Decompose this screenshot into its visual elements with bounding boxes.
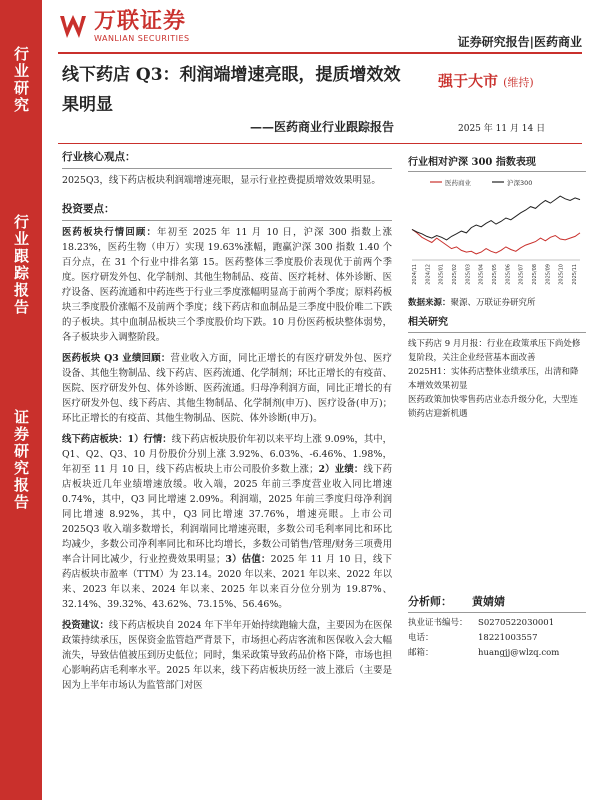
email-address[interactable]: huangjj@wlzq.com	[478, 648, 560, 658]
top-divider	[58, 52, 582, 54]
related-research-item[interactable]: 线下药店 9 月月报：行业在政策承压下尚处修复阶段，关注企业经营基本面改善	[408, 339, 581, 363]
chart-x-tick-label: 2025/02	[452, 264, 458, 285]
market-review-heading: 医药板块行情回顾：	[62, 227, 158, 238]
pharmacy-market-subheading: 1）行情：	[127, 434, 172, 445]
chart-x-tick-label: 2025/08	[532, 264, 538, 285]
chart-x-tick-label: 2025/06	[505, 264, 512, 285]
header-category: 证券研究报告|医药商业	[457, 35, 582, 49]
investment-points-title: 投资要点：	[62, 203, 115, 215]
relative-performance-chart	[408, 153, 586, 308]
related-research-title: 相关研究	[408, 316, 586, 333]
core-view-title: 行业核心观点：	[62, 151, 136, 163]
chart-source	[408, 296, 586, 308]
cert-label: 执业证书编号：	[408, 618, 468, 628]
chart-source-label: 数据来源：	[408, 298, 451, 308]
sidebar-label-securities-report: 证券研究报告	[12, 409, 30, 511]
chart-x-tick-label: 2025/09	[545, 264, 552, 285]
chart-title: 行业相对沪深 300 指数表现	[408, 153, 586, 172]
chart-x-tick-label: 2025/05	[492, 264, 498, 285]
cert-number: S0270522030001	[478, 618, 555, 628]
report-subtitle: ——医药商业行业跟踪报告	[250, 120, 395, 134]
company-logo	[58, 10, 190, 44]
chart-series-line-0	[412, 229, 580, 254]
chart-x-tick-label: 2025/03	[465, 264, 472, 285]
section-divider	[62, 168, 392, 169]
wanlian-logo-icon	[58, 12, 88, 42]
analyst-divider	[408, 612, 586, 613]
chart-x-tick-label: 2025/11	[572, 264, 578, 285]
chart-x-tick-label: 2025/10	[558, 264, 565, 285]
pharmacy-market-text: 线下药店板块股价年初以来平均上涨 9.09%，其中，Q1、Q2、Q3、10 月份股价分别上涨 3.92%、6.03%、-6.46%、1.98%，年初至 11 月 10 日，线下药店板块上市公司股价多数上涨；	[62, 434, 392, 475]
related-research	[408, 316, 586, 421]
analyst-info	[408, 594, 586, 661]
related-research-item[interactable]: 2025H1：实体药店整体业绩承压，出清和降本增效效果初显	[408, 367, 579, 391]
chart-plot	[408, 176, 586, 294]
rating	[438, 70, 534, 91]
analyst-name: 黄婧婧	[472, 595, 505, 608]
chart-x-tick-label: 2025/04	[478, 264, 485, 285]
phone-label: 电话：	[408, 633, 434, 643]
pharmacy-valuation-text: 2025 年 11 月 10 日，线下药店板块市盈率（TTM）为 23.14。2020 年以来、2021 年以来、2022 年以来、2023 年以来、2024 年以来、2025 年以来百分位分别为 19.87%、32.14%、39.32%、43.62%、73.15%、56.46%。	[62, 554, 392, 610]
core-view-text: 2025Q3，线下药店板块利润端增速亮眼，显示行业控费提质增效效果明显。	[62, 175, 381, 186]
investment-advice-heading: 投资建议：	[62, 620, 109, 631]
chart-legend-label: 沪深300	[507, 179, 533, 187]
chart-x-tick-label: 2025/01	[438, 264, 445, 285]
report-date: 2025 年 11 月 14 日	[458, 124, 546, 134]
market-review-paragraph	[62, 225, 392, 345]
market-review-text: 年初至 2025 年 11 月 10 日，沪深 300 指数上涨 18.23%，医药生物（申万）实现 19.63%涨幅，跑赢沪深 300 指数 1.40 个百分点，在 31 个行业中排名第 15。医药整体三季度股价表现优于前两个季度。医疗研发外包、化学制剂、其他生物制品、疫苗、医疗耗材、体外诊断、医疗设备、医药流通和中药连些于行业三季度涨幅明显高于前两个季度；原料药板块三季度股价涨幅不及前两个季度；线下药店和血制品是三季度中股价唯二下跌的子板块。其中血制品板块三个季度股价均下跌。10 月份医药板块整体弱势，各子板块步入调整阶段。	[62, 227, 392, 343]
header-divider	[58, 143, 582, 144]
email-label: 邮箱：	[408, 648, 434, 658]
q3-results-text: 营业收入方面，同比正增长的有医疗研发外包、医疗设备、其他生物制品、线下药店、医药流通、化学制剂；环比正增长的有疫苗、医院、医疗研发外包、体外诊断、医药流通。归母净利润方面，同比正增长的有医疗研发外包、线下药店、其他生物制品、化学制剂(申万)、医疗设备(申万)；环比正增长的有疫苗、其他生物制品、医院、体外诊断(申万)。	[62, 353, 392, 424]
logo-chinese-name: 万联证券	[94, 9, 187, 34]
logo-english-name: WANLIAN SECURITIES	[94, 34, 190, 43]
investment-advice-paragraph	[62, 618, 392, 693]
chart-x-tick-label: 2024/11	[412, 264, 418, 285]
chart-legend-label: 医药商业	[445, 179, 471, 187]
chart-source-text: 聚源、万联证券研究所	[450, 298, 536, 308]
related-research-item[interactable]: 医药政策加快零售药店业态升级分化，大型连锁药店迎新机遇	[408, 395, 579, 419]
pharmacy-sector-heading: 线下药店板块：	[62, 434, 128, 445]
chart-series-line-1	[412, 196, 580, 240]
pharmacy-results-text: 线下药店板块近几年业绩增速放缓。收入端，2025 年前三季度营业收入同比增速 0.74%，其中，Q3 同比增速 2.09%。利润端，2025 年前三季度归母净利润同比增速 8.92%，其中，Q3 同比增速 37.76%，增速亮眼。上市公司 2025Q3 收入端多数增长，利润端同比增速亮眼，多数公司毛利率同比和环比均减少，多数公司净利率同比和环比均增长，多数公司销售/管理/财务三项费用率合计同比减少，行业控费效果明显；	[62, 464, 392, 565]
analyst-role-label: 分析师：	[408, 595, 452, 608]
pharmacy-sector-paragraph	[62, 432, 392, 612]
main-content	[62, 150, 392, 699]
q3-results-paragraph	[62, 351, 392, 426]
q3-results-heading: 医药板块 Q3 业绩回顾：	[62, 353, 171, 364]
chart-x-tick-label: 2025/07	[518, 264, 525, 285]
pharmacy-valuation-subheading: 3）估值：	[225, 554, 271, 565]
phone-number: 18221003557	[478, 633, 538, 643]
rating-value: 强于大市	[438, 72, 499, 90]
chart-x-tick-label: 2024/12	[425, 264, 432, 285]
investment-advice-text: 线下药店板块自 2024 年下半年开始持续跑输大盘，主要因为在医保政策持续承压，医保资金监管趋严背景下，市场担心药店客流和医保收入会大幅流失，导致估值被压到历史低位；同时，集采政策导致药品价格下降，市场也担心影响药店毛利率水平。2025 年以来，线下药店板块历经一波上涨后（主要是因为上半年市场认为监管部门对医	[62, 620, 392, 691]
sidebar-label-tracking-report: 行业跟踪报告	[12, 214, 30, 316]
pharmacy-results-subheading: 2）业绩：	[318, 464, 364, 475]
sidebar-label-industry-research: 行业研究	[12, 46, 30, 114]
report-title: 线下药店 Q3：利润端增速亮眼，提质增效效果明显	[62, 65, 401, 115]
sidebar	[0, 0, 42, 800]
rating-note: (维持)	[503, 76, 534, 89]
section-divider	[62, 220, 392, 221]
